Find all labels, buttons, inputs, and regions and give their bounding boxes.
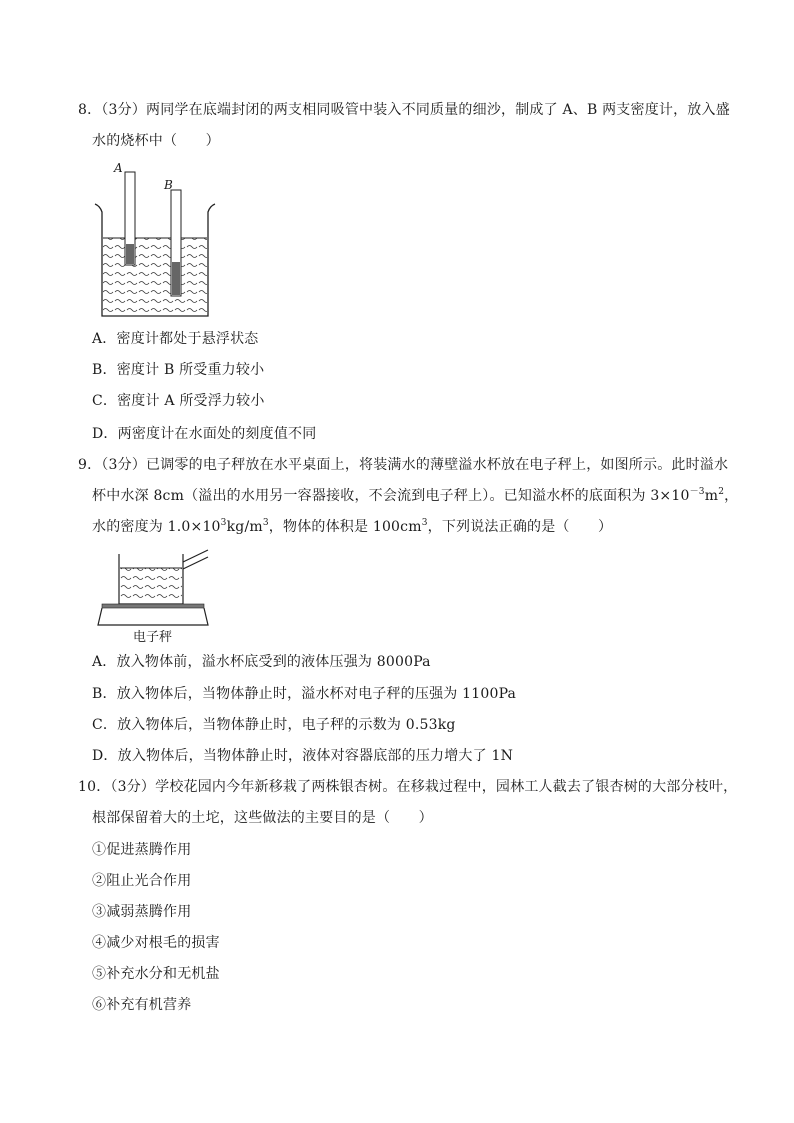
q10-item-5: ⑤补充水分和无机盐 bbox=[92, 966, 220, 982]
q9-stem-line1: 9．（3分）已调零的电子秤放在水平桌面上，将装满水的薄壁溢水杯放在电子秤上，如图所示。此时溢水 bbox=[78, 457, 729, 473]
q9-option-b: B．放入物体后，当物体静止时，溢水杯对电子秤的压强为 1100Pa bbox=[92, 686, 517, 702]
q9-figure-caption: 电子秤 bbox=[133, 630, 173, 645]
q8-option-c: C．密度计 A 所受浮力较小 bbox=[92, 393, 265, 409]
q8-stem-line1: 8．（3分）两同学在底端封闭的两支相同吸管中装入不同质量的细沙，制成了 A、B 两支密度计，放入盛 bbox=[78, 102, 730, 118]
q9-stem-line2: 杯中水深 8cm（溢出的水用另一容器接收，不会流到电子秤上）。已知溢水杯的底面积为 $3\times 10^{-3}m^2$， bbox=[92, 487, 739, 504]
q10-item-6: ⑥补充有机营养 bbox=[92, 997, 192, 1013]
q10-item-1: ①促进蒸腾作用 bbox=[92, 842, 192, 858]
q8-option-a: A．密度计都处于悬浮状态 bbox=[92, 331, 259, 347]
q9-stem-line3: 水的密度为 $1.0\times 10^3kg/m^3$，物体的体积是 $100cm^3$，下列说法正确的是（ ） bbox=[92, 518, 613, 535]
q9-scale-figure bbox=[96, 546, 221, 632]
q10-item-4: ④减少对根毛的损害 bbox=[92, 935, 220, 951]
q10-stem-line2: 根部保留着大的土坨，这些做法的主要目的是（ ） bbox=[92, 810, 433, 826]
q9-option-d: D．放入物体后，当物体静止时，液体对容器底部的压力增大了 1N bbox=[92, 748, 514, 764]
q10-stem-line1: 10．（3分）学校花园内今年新移栽了两株银杏树。在移栽过程中，园林工人截去了银杏树的大部分枝叶， bbox=[78, 779, 738, 795]
q8-option-d: D．两密度计在水面处的刻度值不同 bbox=[92, 426, 317, 442]
q10-item-3: ③减弱蒸腾作用 bbox=[92, 904, 192, 920]
q8-label-a: A bbox=[114, 161, 123, 175]
q8-stem-line2: 水的烧杯中（ ） bbox=[92, 133, 220, 149]
q8-beaker-figure bbox=[90, 152, 220, 322]
q10-item-2: ②阻止光合作用 bbox=[92, 873, 192, 889]
q9-option-c: C．放入物体后，当物体静止时，电子秤的示数为 0.53kg bbox=[92, 717, 456, 733]
q8-label-b: B bbox=[164, 178, 174, 192]
q9-option-a: A．放入物体前，溢水杯底受到的液体压强为 8000Pa bbox=[92, 654, 431, 670]
q8-option-b: B．密度计 B 所受重力较小 bbox=[92, 362, 265, 378]
